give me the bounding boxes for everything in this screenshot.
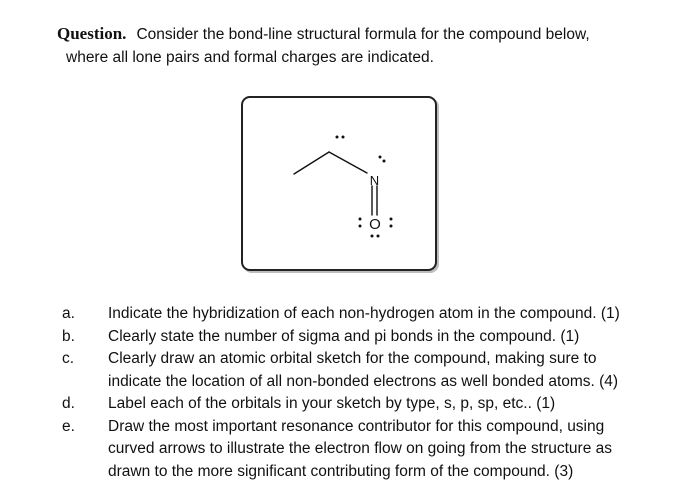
question-block — [57, 22, 677, 69]
part-marker: b. — [62, 327, 75, 345]
structure-frame — [241, 96, 437, 271]
part-marker: a. — [62, 305, 75, 322]
question-text-line-1: Consider the bond-line structural formula for the compound below, — [136, 26, 590, 43]
part-text-line: drawn to the more significant contributing form of the compound. (3) — [108, 462, 574, 480]
part-marker: d. — [62, 395, 75, 412]
bond-c2-n — [329, 152, 367, 173]
question-part-d — [62, 393, 682, 416]
nitrogen-lone-pair-dot — [383, 160, 386, 163]
part-text-line: Label each of the orbitals in your sketch by type, s, p, sp, etc.. (1) — [108, 395, 556, 412]
lone-pair-dots — [336, 136, 393, 238]
carbanion-lone-pair-dot — [336, 136, 339, 139]
oxygen-lone-pair-dot — [377, 235, 380, 238]
atom-n-label: N — [369, 173, 380, 188]
question-part-a — [62, 303, 682, 326]
nitrogen-lone-pair-dot — [379, 156, 382, 159]
bond-c1-c2 — [294, 152, 329, 174]
part-marker: e. — [62, 417, 75, 435]
oxygen-lone-pair-dot — [359, 225, 362, 228]
question-part-e — [62, 416, 682, 484]
part-text-line: Clearly state the number of sigma and pi bonds in the compound. (1) — [108, 327, 580, 345]
oxygen-lone-pair-dot — [359, 218, 362, 221]
question-part-c — [62, 348, 682, 393]
carbanion-lone-pair-dot — [342, 136, 345, 139]
part-text-line: Draw the most important resonance contributor for this compound, using — [108, 417, 605, 435]
oxygen-lone-pair-dot — [390, 218, 393, 221]
part-text-line: Indicate the hybridization of each non-hydrogen atom in the compound. (1) — [108, 305, 620, 322]
question-text-line-2: where all lone pairs and formal charges are indicated. — [66, 49, 434, 66]
question-part-b — [62, 326, 682, 349]
part-text-line: indicate the location of all non-bonded electrons as well bonded atoms. (4) — [108, 372, 619, 390]
oxygen-lone-pair-dot — [371, 235, 374, 238]
atom-o-label: O — [369, 216, 381, 233]
part-marker: c. — [62, 350, 75, 367]
part-text-line: curved arrows to illustrate the electron flow on going from the structure as — [108, 440, 612, 457]
question-first-line — [57, 22, 677, 46]
part-text-line: Clearly draw an atomic orbital sketch for the compound, making sure to — [108, 350, 597, 367]
question-label: Question. — [57, 24, 127, 43]
question-parts-list — [62, 303, 682, 483]
bond-line-structure — [243, 98, 435, 269]
oxygen-lone-pair-dot — [390, 225, 393, 228]
